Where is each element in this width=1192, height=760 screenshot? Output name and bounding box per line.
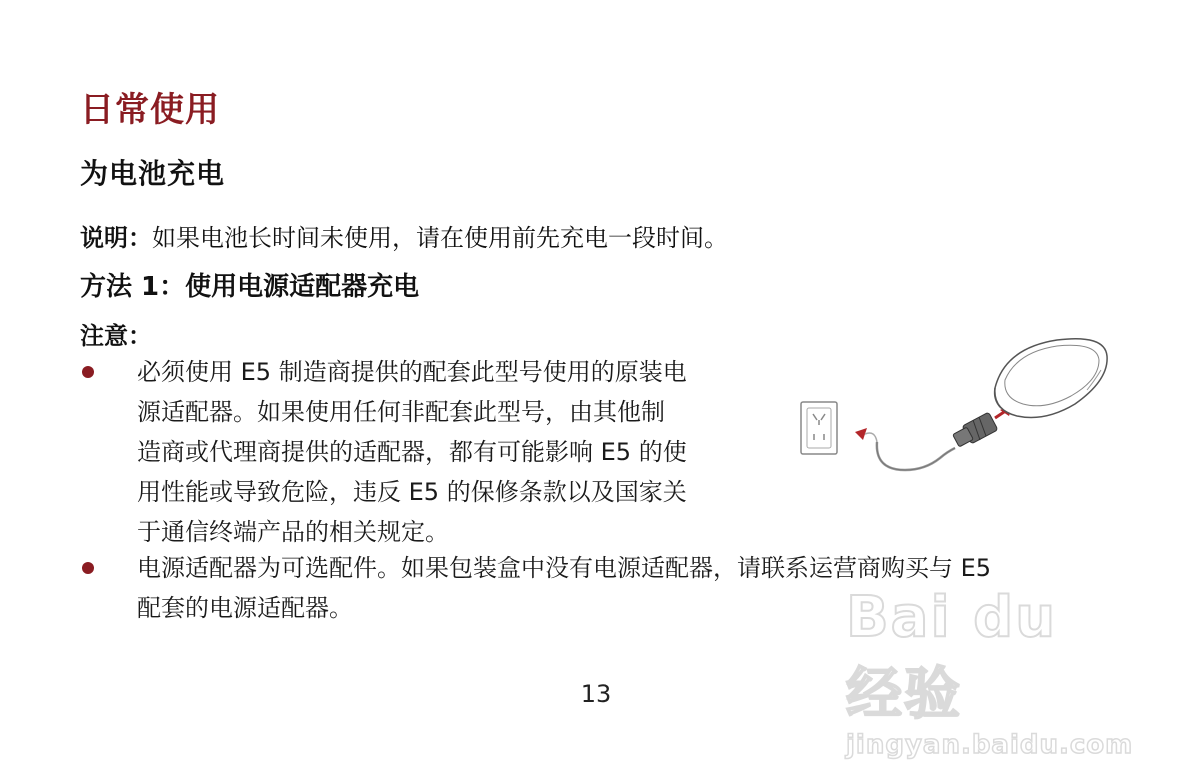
watermark-url: jingyan.baidu.com: [846, 730, 1134, 760]
bullet-marker: [82, 562, 94, 574]
wifi-device-icon: [995, 339, 1108, 418]
bullet-line: 源适配器。如果使用任何非配套此型号，由其他制: [137, 398, 665, 426]
arrow-icon: [855, 428, 877, 442]
usb-plug-icon: [953, 412, 998, 447]
bullet-marker: [82, 366, 94, 378]
bullet-line: 于通信终端产品的相关规定。: [137, 518, 449, 546]
caution-label: 注意：: [80, 322, 152, 350]
watermark-logo: [846, 585, 1134, 760]
charging-illustration: [795, 330, 1117, 485]
bullet-line: 必须使用 E5 制造商提供的配套此型号使用的原装电: [137, 358, 687, 386]
power-cable-icon: [877, 442, 955, 470]
note-text: 如果电池长时间未使用，请在使用前先充电一段时间。: [152, 224, 728, 252]
bullet-item: [137, 352, 777, 552]
bullet-line: 电源适配器为可选配件。如果包装盒中没有电源适配器，请联系运营商购买与 E5: [137, 554, 992, 582]
page-number: 13: [580, 680, 612, 708]
watermark-brand: Bai du 经验: [846, 585, 1058, 727]
method-title: 方法 1：使用电源适配器充电: [80, 272, 420, 302]
bullet-line: 配套的电源适配器。: [137, 594, 353, 622]
note-paragraph: [80, 218, 728, 253]
bullet-line: 造商或代理商提供的适配器，都有可能影响 E5 的使: [137, 438, 687, 466]
note-label: 说明：: [80, 224, 152, 252]
wall-socket-icon: [801, 402, 837, 454]
section-title: 为电池充电: [80, 157, 226, 190]
bullet-line: 用性能或导致危险，违反 E5 的保修条款以及国家关: [137, 478, 687, 506]
page-heading: 日常使用: [80, 90, 220, 130]
